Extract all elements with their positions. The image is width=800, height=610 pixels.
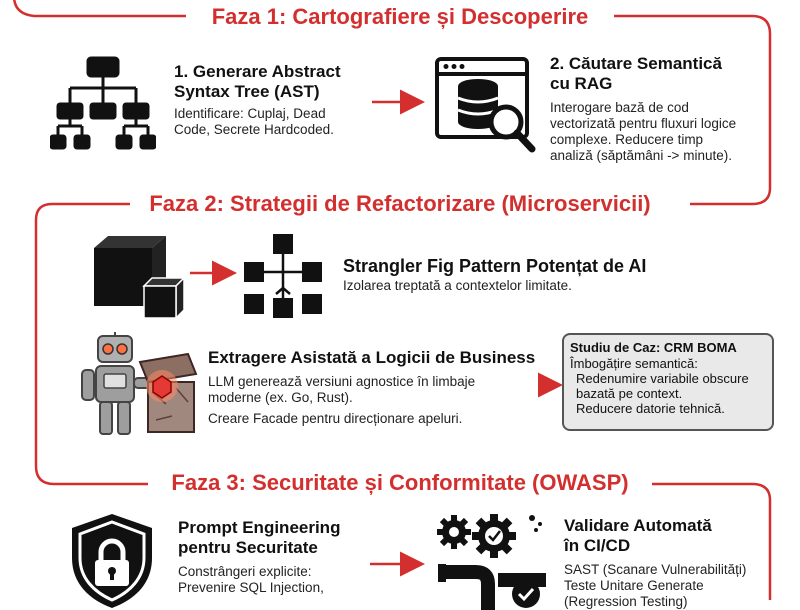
ast-description: Identificare: Cuplaj, Dead Code, Secrete Hardcoded.: [174, 106, 334, 137]
rag-title: 2. Căutare Semantică cu RAG: [550, 54, 722, 93]
tree-hierarchy-icon: [50, 52, 156, 152]
extract-description-1: LLM generează versiuni agnostice în limbaje moderne (ex. Go, Rust).: [208, 374, 476, 405]
case-study-title: Studiu de Caz: CRM BOMA: [570, 340, 737, 355]
phase3-title: Faza 3: Securitate și Conformitate (OWASP): [0, 470, 800, 496]
monolith-cubes-icon: [92, 234, 188, 320]
case-study-line-2: Redenumire variabile obscure bazată pe context.: [576, 371, 749, 401]
prompt-security-description: Constrângeri explicite: Prevenire SQL Injection,: [178, 564, 324, 595]
strangler-title: Strangler Fig Pattern Potențat de AI: [343, 256, 647, 276]
ast-title: 1. Generare Abstract Syntax Tree (AST): [174, 62, 341, 101]
extract-description-2: Creare Facade pentru direcționare apeluri.: [208, 411, 463, 426]
gears-pipeline-icon: [436, 510, 552, 610]
prompt-security-title: Prompt Engineering pentru Securitate: [178, 518, 341, 557]
cicd-description: SAST (Scanare Vulnerabilități) Teste Unitare Generate (Regression Testing): [564, 562, 747, 609]
strangler-description: Izolarea treptată a contextelor limitate.: [343, 278, 572, 293]
case-study-line-1: Îmbogățire semantică:: [570, 356, 698, 371]
phase1-title: Faza 1: Cartografiere și Descoperire: [0, 4, 800, 30]
phase2-title: Faza 2: Strategii de Refactorizare (Microservicii): [0, 191, 800, 217]
cicd-title: Validare Automată în CI/CD: [564, 516, 712, 555]
database-search-icon: [434, 56, 538, 156]
case-study-line-3: Reducere datorie tehnică.: [576, 401, 725, 416]
rag-description: Interogare bază de cod vectorizată pentru fluxuri logice complexe. Reducere timp analiză (săptămâni -> minute).: [550, 100, 737, 163]
extract-title: Extragere Asistată a Logicii de Business: [208, 348, 536, 367]
shield-lock-icon: [68, 512, 156, 608]
microservices-cubes-icon: [240, 232, 326, 322]
case-study-box: [562, 333, 774, 431]
robot-extracting-icon: [76, 332, 202, 440]
